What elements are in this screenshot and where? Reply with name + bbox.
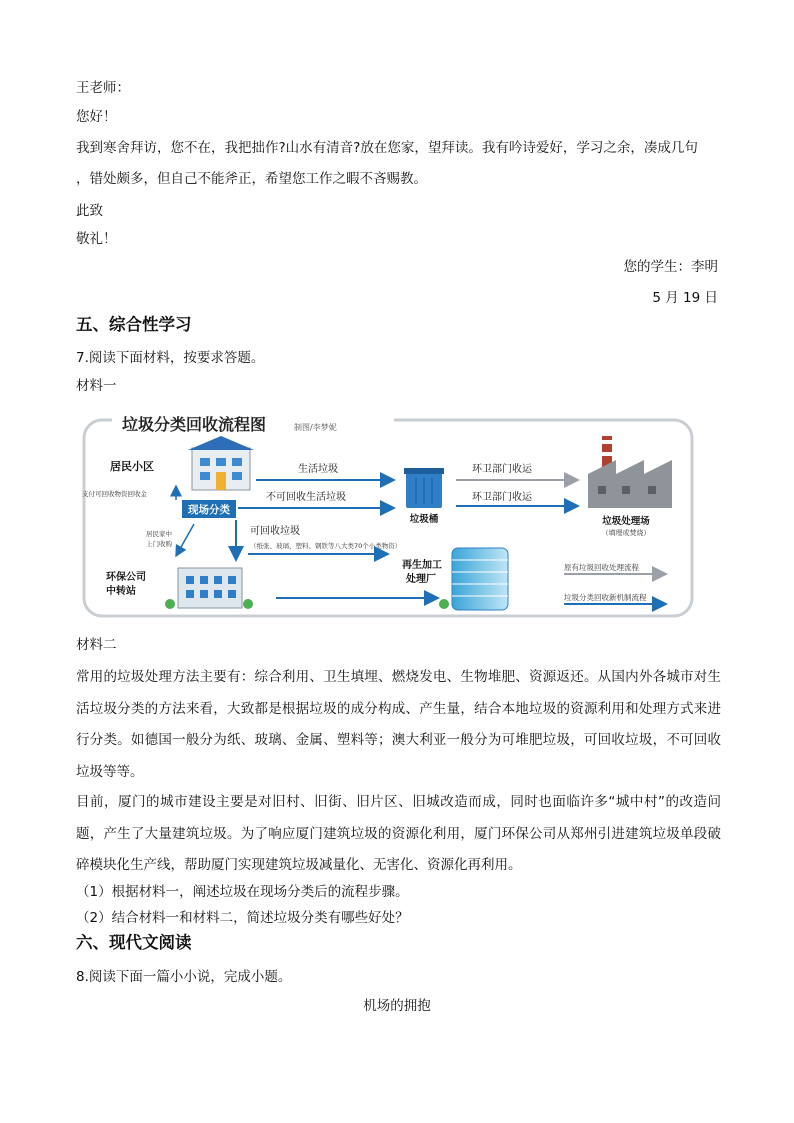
household-waste-label: 生活垃圾 — [298, 464, 338, 475]
material2-paragraph-2: 目前，厦门的城市建设主要是对旧村、旧街、旧片区、旧城改造而成，同时也面临许多“城中村”的改造问题，产生了大量建筑垃圾。为了响应厦门建筑垃圾的资源化利用，厦门环保公司从郑州引进建筑垃圾单段破碎模块化生产线，帮助厦门实现建筑垃圾减量化、无害化、资源化再利用。 — [76, 794, 721, 873]
letter-date: 5 月 19 日 — [652, 290, 718, 306]
trash-bin-icon — [404, 468, 444, 508]
letter-signature: 您的学生：李明 — [623, 259, 718, 275]
residential-label: 居民小区 — [110, 460, 154, 473]
question-8: 8.阅读下面一篇小小说，完成小题。 — [76, 969, 292, 985]
transfer-label-2: 中转站 — [106, 586, 136, 597]
legend-new: 垃圾分类回收新机制流程 — [564, 593, 647, 602]
letter-salutation: 王老师： — [76, 80, 130, 96]
story-title: 机场的拥抱 — [363, 998, 431, 1014]
reprocess-label-2: 处理厂 — [406, 574, 436, 585]
door-collect-2: 上门收购 — [146, 540, 172, 548]
letter-closing-1: 此致 — [76, 203, 103, 219]
transfer-label-1: 环保公司 — [106, 572, 146, 583]
question-7: 7.阅读下面材料，按要求答题。 — [76, 350, 265, 366]
reprocess-label-1: 再生加工 — [402, 560, 442, 571]
subquestion-2: （2）结合材料一和材料二，简述垃圾分类有哪些好处？ — [76, 910, 409, 926]
onsite-sorting-label: 现场分类 — [188, 504, 230, 516]
letter-body-line1: 我到寒舍拜访，您不在，我把拙作?山水有清音?放在您家，望拜读。我有吟诗爱好，学习之余，凑成几句 — [76, 140, 698, 156]
section5-title: 五、综合性学习 — [76, 315, 192, 334]
legend-old: 原有垃圾回收处理流程 — [564, 563, 639, 572]
subquestion-1: （1）根据材料一，阐述垃圾在现场分类后的流程步骤。 — [76, 884, 409, 900]
letter-closing-2: 敬礼！ — [76, 231, 117, 247]
diagram-frame — [84, 420, 692, 616]
sanitation-label-1: 环卫部门收运 — [472, 464, 532, 475]
letter-greeting: 您好！ — [76, 109, 117, 125]
recycling-flowchart — [76, 408, 698, 626]
diagram-title: 垃圾分类回收流程图 — [122, 415, 267, 434]
section6-title: 六、现代文阅读 — [76, 933, 192, 952]
letter-body-line2: ，错处颇多，但自己不能斧正，希望您工作之暇不吝赐教。 — [76, 171, 427, 187]
recyclable-label: 可回收垃圾 — [250, 526, 300, 537]
nonrecyclable-label: 不可回收生活垃圾 — [266, 492, 346, 503]
plant-label: 垃圾处理场 — [602, 516, 650, 527]
trash-bin-label: 垃圾桶 — [409, 514, 439, 525]
diagram-author: 制图/李梦妮 — [294, 423, 337, 432]
material2-paragraph-1: 常用的垃圾处理方法主要有：综合利用、卫生填埋、燃烧发电、生物堆肥、资源返还。从国内外各城市对生活垃圾分类的方法来看，大致都是根据垃圾的成分构成、产生量，结合本地垃圾的资源利用和处理方式来进行分类。如德国一般分为纸、玻璃、金属、塑料等；澳大利亚一般分为可堆肥垃圾，可回收垃圾，不可回收垃圾等等。 — [76, 669, 721, 780]
sanitation-label-2: 环卫部门收运 — [472, 492, 532, 503]
material1-label: 材料一 — [76, 378, 117, 394]
door-collect-1: 居民家中 — [146, 530, 172, 538]
paid-recycle-label: 支付可回收物资回收金 — [82, 490, 147, 498]
plant-note: （填埋或焚烧） — [601, 529, 651, 537]
recyclable-note: （纸张、玻璃、塑料、钢铁等八大类70个小类物资） — [250, 542, 402, 550]
material2-label: 材料二 — [76, 637, 117, 653]
transfer-station-icon — [165, 568, 253, 609]
